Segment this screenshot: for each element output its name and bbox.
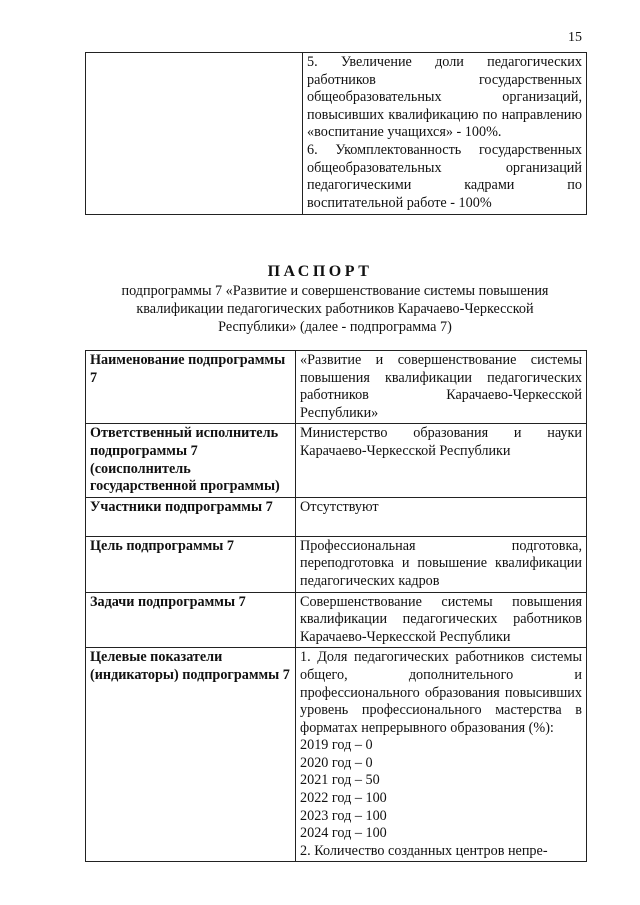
continuation-table [85,52,587,215]
year-value: 2019 год – 0 [300,737,373,754]
passport-title: ПАСПОРТ [267,263,373,280]
table-row [86,592,587,648]
row-value: Профессиональная подготовка, переподготовка и повышение квалификации педагогических кадров [296,536,587,592]
continuation-cell [303,53,587,215]
table-row [86,53,587,215]
row-label: Цель подпрограммы 7 [86,536,296,592]
row-value: Министерство образования и науки Карачаево-Черкесской Республики [296,424,587,497]
table-row [86,648,587,862]
table-row [86,424,587,497]
year-value: 2022 год – 100 [300,790,387,807]
row-label: Участники подпрограммы 7 [86,497,296,536]
passport-subtitle: подпрограммы 7 «Развитие и совершенствование системы повышения квалификации педагогических работников Карачаево-Черкесской Республики» (далее - подпрограмма 7) [121,283,549,335]
row-label: Целевые показатели (индикаторы) подпрограммы 7 [86,648,296,862]
indicator-item: 5. Увеличение доли педагогических работников государственных общеобразовательных организаций, повысивших квалификацию по направлению «воспитание учащихся» - 100%. [307,54,582,141]
year-value: 2023 год – 100 [300,807,387,824]
row-label: Задачи подпрограммы 7 [86,592,296,648]
passport-table [85,350,587,862]
row-label: Наименование подпрограммы 7 [86,351,296,424]
table-row [86,497,587,536]
table-row [86,536,587,592]
year-value: 2024 год – 100 [300,825,387,842]
empty-cell [86,53,303,215]
indicator-item: 6. Укомплектованность государственных общеобразовательных организаций педагогическими кадрами по воспитательной работе - 100% [307,141,582,211]
page-number: 15 [568,30,582,45]
year-value: 2021 год – 50 [300,772,380,789]
table-row [86,351,587,424]
row-value: Совершенствование системы повышения квалификации педагогических работников Карачаево-Черкесской Республики [296,592,587,648]
row-label: Ответственный исполнитель подпрограммы 7 (соисполнитель государственной программы) [86,424,296,497]
year-value: 2020 год – 0 [300,754,373,771]
row-value [296,648,587,862]
row-value: Отсутствуют [296,497,587,536]
indicator-text: 2. Количество созданных центров непре- [300,842,548,859]
row-value: «Развитие и совершенствование системы повышения квалификации педагогических работников Карачаево-Черкесской Республики» [296,351,587,424]
indicator-text: 1. Доля педагогических работников системы общего, дополнительного и профессионального образования повысивших уровень профессионального мастерства в форматах непрерывного образования (%): [300,649,582,736]
